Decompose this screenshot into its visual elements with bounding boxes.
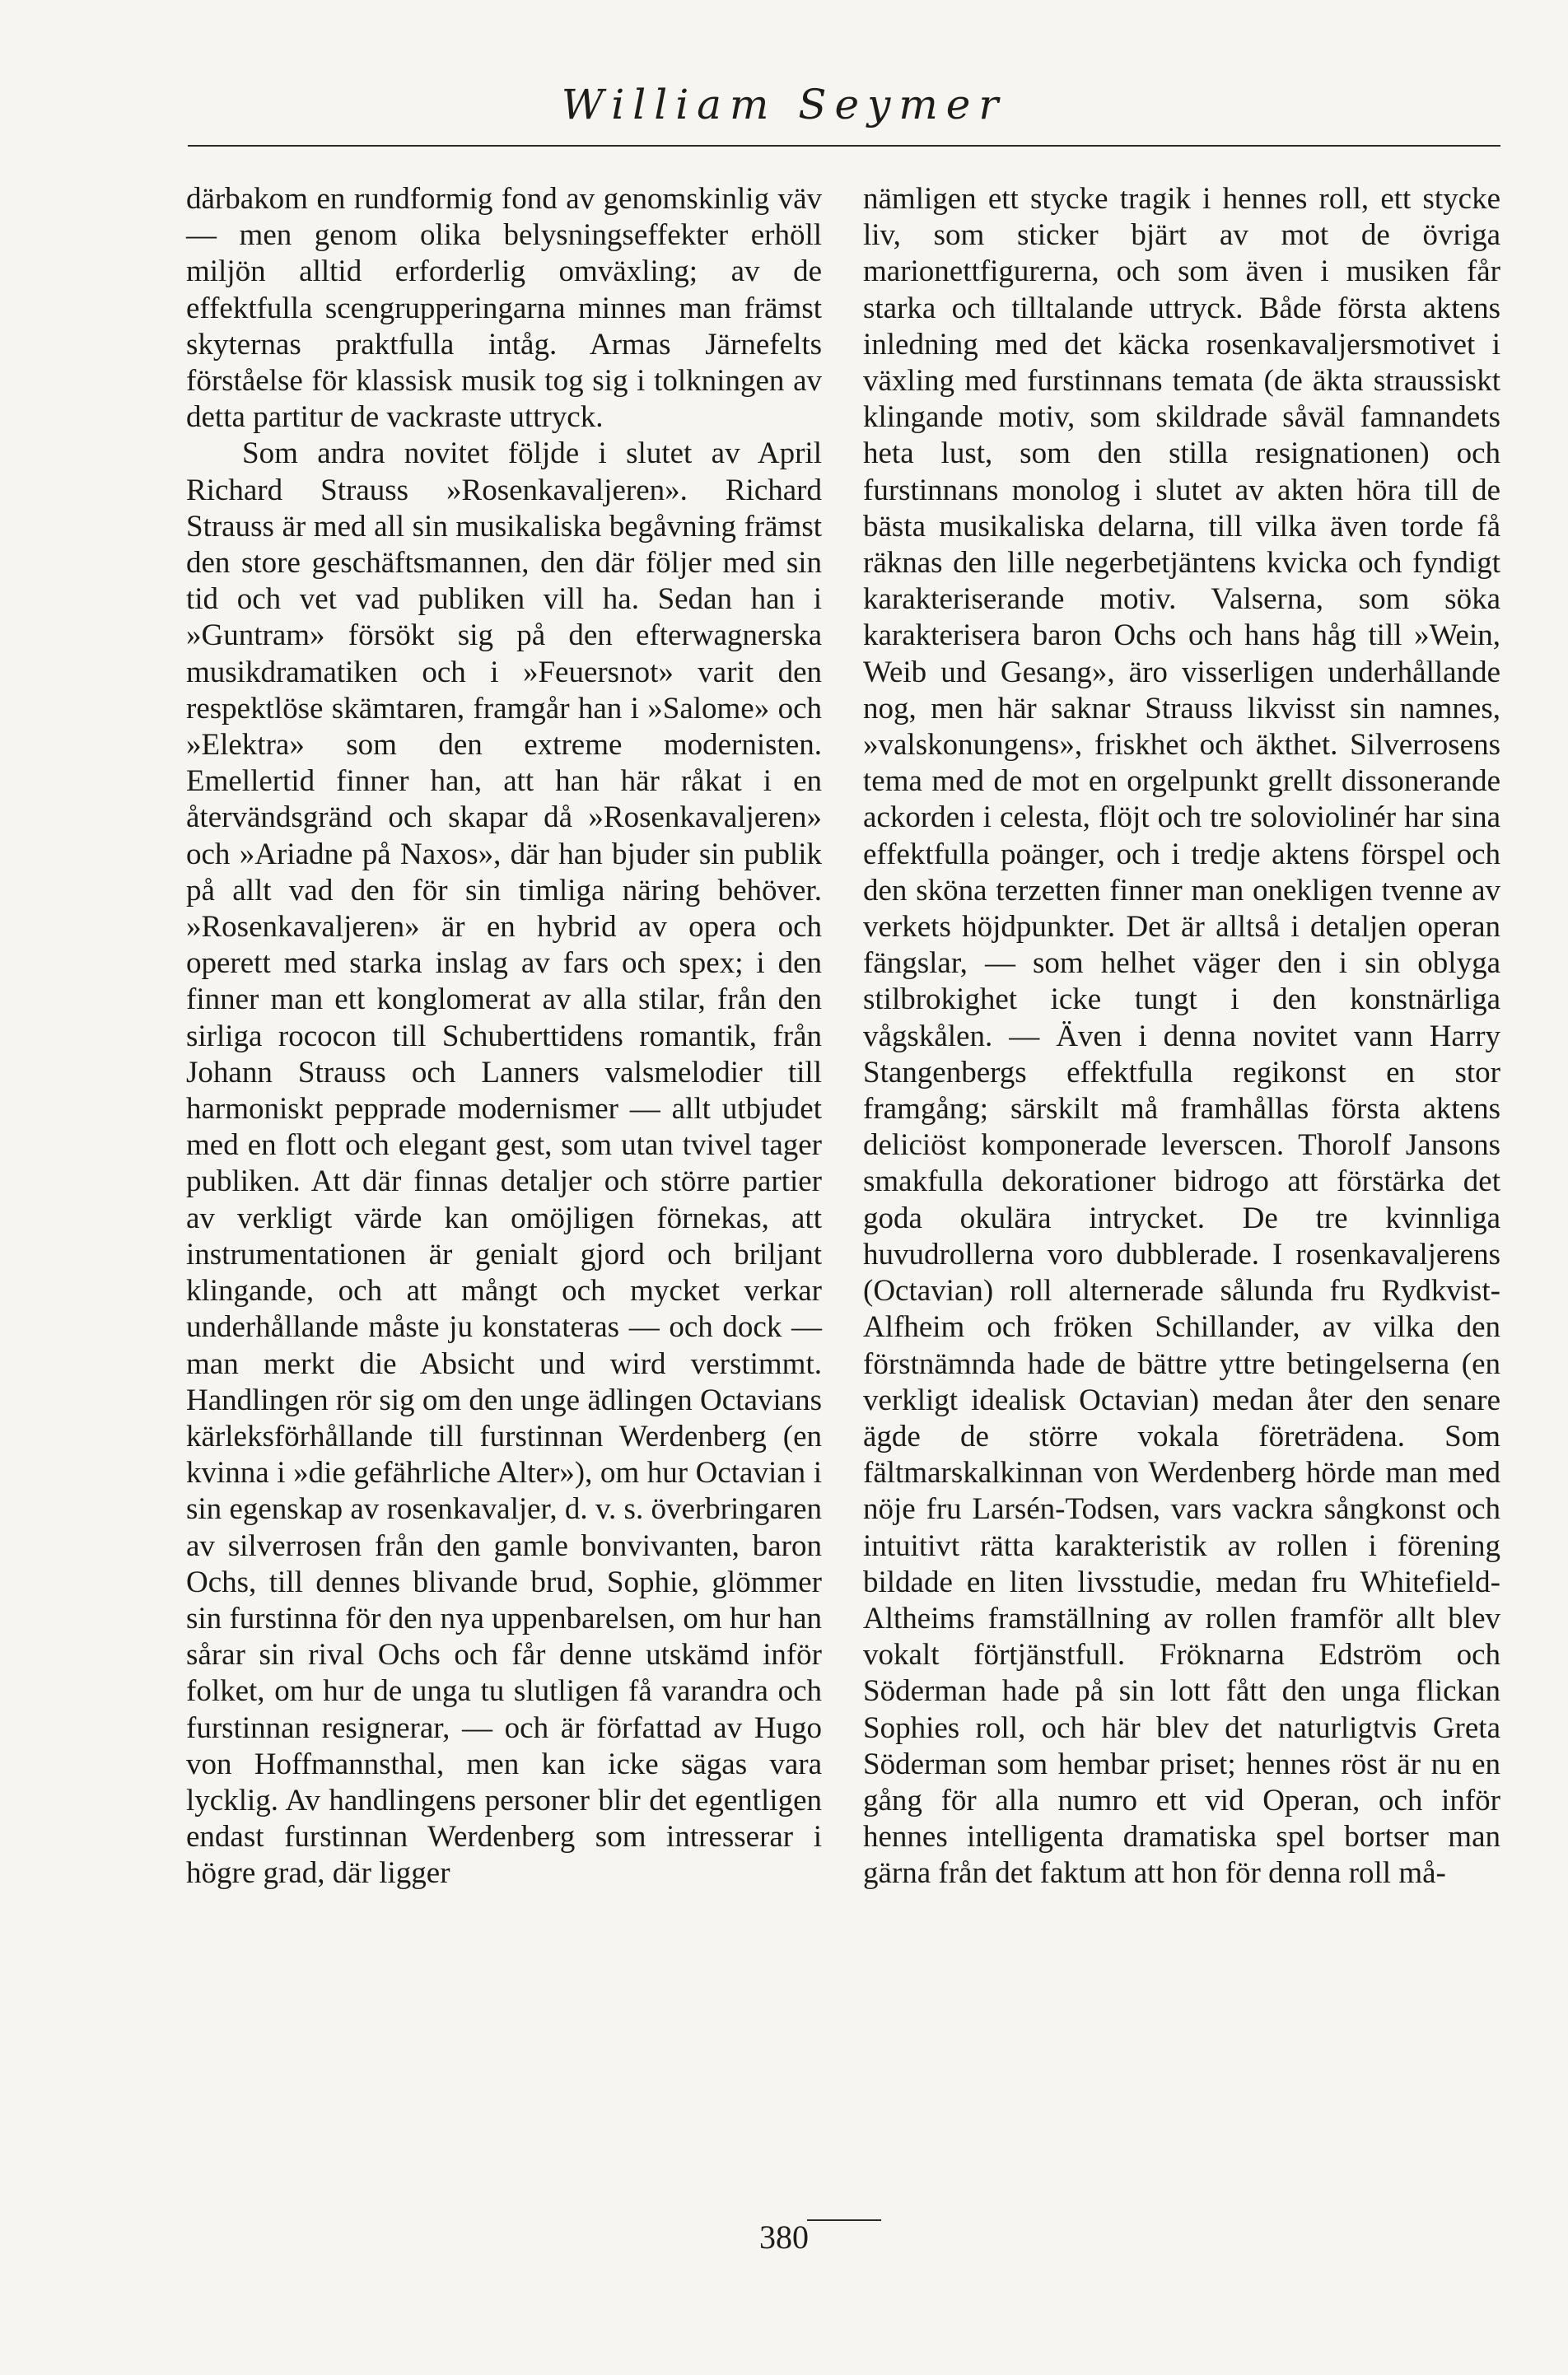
page-number: 380 — [759, 2219, 809, 2256]
paragraph: nämligen ett stycke tragik i hennes roll, ett stycke liv, som sticker bjärt av mot de övriga marionettfigurerna, och som även i musiken får starka och tilltalande uttryck. Både första aktens inledning med det käcka rosenkavaljersmotivet i växling med furstinnans temata (de äkta straussiskt klingande motiv, som skildrade såväl famnandets heta lust, som den stilla resignationen) och furstinnans monolog i slutet av akten höra till de bästa musikaliska delarna, till vilka även torde få räknas den lille negerbetjäntens kvicka och fyndigt karakteriserande motiv. Valserna, som söka karakterisera baron Ochs och hans håg till »Wein, Weib und Gesang», äro visserligen underhållande nog, men här saknar Strauss likvisst sin namnes, »valskonungens», friskhet och äkthet. Silverrosens tema med de mot en orgelpunkt grellt dissonerande ackorden i celesta, flöjt och tre soloviolinér har sina effektfulla poänger, och i tredje aktens förspel och den sköna terzetten finner man onekligen tvenne av verkets höjdpunkter. Det är alltså i detaljen operan fängslar, — som helhet väger den i sin oblyga stilbrokighet icke tungt i den konstnärliga vågskålen. — Även i denna novitet vann Harry Stangenbergs effektfulla regikonst en stor framgång; särskilt må framhållas första aktens deliciöst komponerade leverscen. Thorolf Jansons smakfulla dekorationer bidrogo att förstärka det goda okulära intrycket. De tre kvinnliga huvudrollerna voro dubblerade. I rosenkavaljerens (Octavian) roll alternerade sålunda fru Rydkvist-Alfheim och fröken Schillander, av vilka den förstnämnda hade de bättre yttre betingelserna (en verkligt idealisk Octavian) medan åter den senare ägde de större vokala företrädena. Som fältmarskalkinnan von Werdenberg hörde man med nöje fru Larsén-Todsen, vars vackra sångkonst och intuitivt rätta karakteristik av rollen i förening bildade en liten livsstudie, medan fru Whitefield-Altheims framställning av rollen framför allt blev vokalt förtjänstfull. Fröknarna Edström och Söderman hade på sin lott fått den unga flickan Sophies roll, och här blev det naturligtvis Greta Söderman som hembar priset; hennes röst är nu en gång för alla numro ett vid Operan, och inför hennes intelligenta dramatiska spel bortser man gärna från det faktum att hon för denna roll må- — [863, 182, 1500, 1891]
paragraph: därbakom en rundformig fond av genomskinlig väv — men genom olika belysningseffekter erhöll miljön alltid erforderlig omväxling; av de effektfulla scengrupperingarna minnes man främst skyternas praktfulla intåg. Armas Järnefelts förståelse för klassisk musik tog sig i tolkningen av detta partitur de vackraste uttryck. — [186, 182, 822, 435]
header-rule — [188, 145, 1500, 147]
running-title: William Seymer — [561, 81, 1007, 128]
paragraph: Som andra novitet följde i slutet av April Richard Strauss »Rosenkavaljeren». Richard Strauss är med all sin musikaliska begåvning främst den store geschäftsmannen, den där följer med sin tid och vet vad publiken vill ha. Sedan han i »Guntram» försökt sig på den efterwagnerska musikdramatiken och i »Feuersnot» varit den respektlöse skämtaren, framgår han i »Salome» och »Elektra» som den extreme modernisten. Emellertid finner han, att han här råkat i en återvändsgränd och skapar då »Rosenkavaljeren» och »Ariadne på Naxos», där han bjuder sin publik på allt vad den för sin timliga näring behöver. »Rosenkavaljeren» är en hybrid av opera och operett med starka inslag av fars och spex; i den finner man ett konglomerat av alla stilar, från den sirliga rococon till Schuberttidens romantik, från Johann Strauss och Lanners valsmelodier till harmoniskt pepprade modernismer — allt utbjudet med en flott och elegant gest, som utan tvivel tager publiken. Att där finnas detaljer och större partier av verkligt värde kan omöjligen förnekas, att instrumentationen är genialt gjord och briljant klingande, och att mångt och mycket verkar underhållande måste ju konstateras — och dock — man merkt die Absicht und wird verstimmt. Handlingen rör sig om den unge ädlingen Octavians kärleksförhållande till furstinnan Werdenberg (en kvinna i »die gefährliche Alter»), om hur Octavian i sin egenskap av rosenkavaljer, d. v. s. överbringaren av silverrosen från den gamle bonvivanten, baron Ochs, till dennes blivande brud, Sophie, glömmer sin furstinna för den nya uppenbarelsen, om hur han sårar sin rival Ochs och får denne utskämd inför folket, om hur de unga tu slutligen få varandra och furstinnan resignerar, — och är författad av Hugo von Hoffmannsthal, men kan icke sägas vara lycklig. Av handlingens personer blir det egentligen endast furstinnan Werdenberg som intresserar i högre grad, där ligger — [186, 436, 822, 1891]
right-column — [863, 181, 1500, 1892]
left-column — [186, 181, 822, 1892]
